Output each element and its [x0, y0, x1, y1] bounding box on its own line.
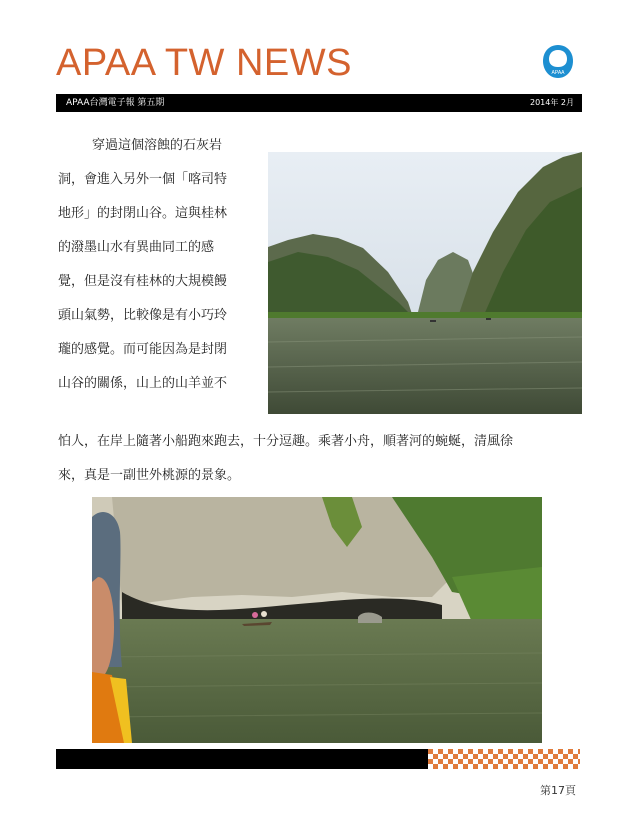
- apaa-logo: [542, 44, 574, 80]
- page-number: 第17頁: [540, 784, 576, 797]
- issue-bar: [56, 94, 582, 112]
- article-line: 地形」的封閉山谷。這與桂林: [58, 206, 228, 221]
- article-line: 覺，但是沒有桂林的大規模饅: [58, 274, 228, 289]
- article-line: 來，真是一副世外桃源的景象。: [58, 468, 241, 483]
- footer-bar: [56, 749, 428, 769]
- karst-valley-photo: [268, 152, 582, 414]
- issue-label: APAA台灣電子報 第五期: [66, 98, 165, 108]
- article-line: 瓏的感覺。而可能因為是封閉: [58, 342, 228, 357]
- svg-text:APAA: APAA: [551, 70, 565, 76]
- article-line: 洞，會進入另外一個「喀司特: [58, 172, 228, 187]
- article-line: 山谷的關係，山上的山羊並不: [58, 376, 228, 391]
- checker-pattern: [428, 749, 580, 769]
- article-line: 頭山氣勢，比較像是有小巧玲: [58, 308, 228, 323]
- cave-boat-photo: [92, 497, 542, 743]
- article-text-wide: [58, 425, 584, 493]
- article-line: 穿過這個溶蝕的石灰岩: [92, 138, 223, 153]
- masthead-title: APAA TW NEWS: [56, 42, 352, 84]
- article-line: 怕人，在岸上隨著小船跑來跑去，十分逗趣。乘著小舟，順著河的蜿蜒，清風徐: [58, 434, 514, 449]
- issue-date: 2014年 2月: [530, 98, 574, 107]
- article-line: 的潑墨山水有異曲同工的感: [58, 240, 215, 255]
- article-text-narrow: [58, 129, 268, 401]
